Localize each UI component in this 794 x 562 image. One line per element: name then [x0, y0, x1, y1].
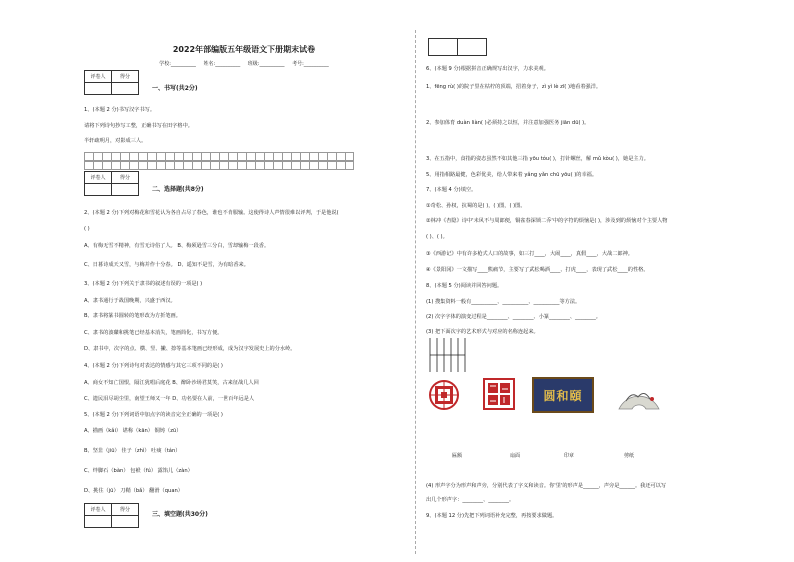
- option-line: B、隶书将篆书圆转的笔形改为方折笔画。: [84, 313, 181, 319]
- question-line: 出几个形声字：________、________。: [426, 497, 515, 503]
- option-line: C、遗民泪尽胡尘里，南望王师又一年 D、功名要在人前，一世百年远是人: [84, 396, 255, 402]
- question-line: 5、(本题 2 分)下列词语中加点字的读音完全正确的一项是( ): [84, 412, 223, 418]
- score-box-cell: [458, 39, 487, 56]
- score-box-marker: 评卷人: [85, 504, 112, 516]
- section-title: 一、书写(共2分): [152, 85, 198, 92]
- score-box-cell: [112, 184, 139, 196]
- name-field[interactable]: 姓名:__________: [203, 61, 241, 67]
- section-title: 三、填空题(共30分): [152, 511, 208, 518]
- seal-image: [482, 377, 516, 411]
- question-line: 5、用指相路最健，色彩优美，给人带来着 yǎng yǎn chū yōu( )的幸福。: [426, 172, 598, 178]
- option-line: A、隶书通行于战国晚期，兴盛于西汉。: [84, 298, 176, 304]
- score-box-cell: [85, 516, 112, 528]
- question-line: 1、fēng rù( )的院子里在枯柠的顶端，招着身子，zì yì lè zī( )地看着强洋。: [426, 84, 602, 90]
- question-line: (3) 把下面次字的艺术形式与对应的名称连起来。: [426, 329, 539, 335]
- option-line: B、坚韭（jiū） 佳子（zhì） 吐痰（tán）: [84, 448, 181, 454]
- question-line: 8、(本题 5 分)阅读并回答问题。: [426, 283, 503, 289]
- option-line: A、描画（kǎi） 堪称（kān） 铜铸（zū）: [84, 428, 182, 434]
- question-line: 4、(本题 2 分)下列诗句对表达的情感与其它三项不同的是( ): [84, 363, 223, 369]
- question-line: (2) 次字字体的演变过程是________、________、小篆________、________。: [426, 314, 601, 320]
- option-line: A、商女不知亡国恨，隔江犹唱后庭花 B、醉卧沙场君莫笑，古来征战几人回: [84, 380, 259, 386]
- question-line: 7、(本题 4 分)填空。: [426, 187, 477, 193]
- calligraphy-grid-image: [428, 338, 466, 372]
- fan-image: [616, 377, 662, 413]
- score-box-cell: [112, 83, 139, 95]
- option-line: C、日暮诗成天又雪，与梅并作十分春。 D、遥知不是雪，为有暗香来。: [84, 262, 249, 268]
- left-column: [84, 0, 404, 562]
- question-line: 半轩疏明月，对影成三人。: [84, 138, 147, 144]
- question-line: ①奇松、孙权，抗蜀的是( )，( )图，( )图。: [426, 203, 526, 209]
- plaque-text: 圆和頤: [543, 388, 583, 403]
- option-line: D、隶书中，次字的点、横、竖、撇、捺等基本笔画已经形成，成为汉字发展史上的分水岭。: [84, 346, 296, 352]
- caption-papercut: 剪纸: [624, 453, 635, 459]
- score-box: [428, 38, 487, 56]
- paper-cut-image: [428, 377, 460, 413]
- question-line: 3、在五指中，食指的姿态虽然不如其他三指 yōu tóu( )，打针螺丝，解 mǔ kòu( )，她是主力。: [426, 156, 649, 162]
- option-line: C、绊脚石（bàn） 包袱（fú） 露馅儿（zàn）: [84, 468, 193, 474]
- column-divider: [415, 30, 416, 554]
- score-box: [84, 70, 139, 95]
- option-line: D、挑住（jū） 刀鞘（bǎ） 翻滑（quan）: [84, 488, 183, 494]
- question-line: ( ): [84, 226, 90, 232]
- score-box-cell: [112, 516, 139, 528]
- class-field[interactable]: 班级:__________: [247, 61, 285, 67]
- writing-grid[interactable]: [84, 152, 354, 161]
- exam-no-field[interactable]: 考号:__________: [292, 61, 329, 67]
- question-line: 2、参加体育 duàn liàn( )必须持之以恒，并注意加强医务 jiān dū( )。: [426, 120, 590, 126]
- option-line: C、隶书的波磔和挑笔已经基本消失，笔画简化，书写方便。: [84, 330, 223, 336]
- caption-fan: 扇面: [510, 453, 521, 459]
- option-line: A、有梅无雪不精神，有雪无诗俗了人。 B、梅须逊雪三分白，雪却输梅一段香。: [84, 243, 270, 249]
- school-field[interactable]: 学校:__________: [159, 61, 196, 67]
- question-line: 2、(本题 2 分)下列对梅花和雪花认为各自占尽了春色，谁也不肯服输。这使得诗人声情很难以评判，于是他说(: [84, 210, 339, 216]
- question-line: ( )、( )。: [426, 234, 448, 240]
- caption-seal: 印章: [564, 453, 575, 459]
- right-column: [426, 0, 746, 562]
- question-line: (1) 搜集资料一般有__________、__________、__________等方法。: [426, 299, 581, 305]
- question-line: ②林冲《杏隐》诗中'未风不与周郎便，铜雀春深锁二乔'中的字符的烦恼是( )，涉及到的烦恼对个主要人物: [426, 218, 668, 224]
- caption-plaque: 匾额: [452, 453, 463, 459]
- score-box-cell: [429, 39, 458, 56]
- question-line: 1、(本题 2 分)书写汉字书写。: [84, 107, 156, 113]
- writing-grid[interactable]: [84, 161, 354, 170]
- question-line: 请将下列诗句抄写工整，正确书写在田字格中。: [84, 123, 193, 129]
- score-box-marker: 评卷人: [85, 71, 112, 83]
- score-box-cell: [85, 83, 112, 95]
- section-title: 二、选择题(共8分): [152, 186, 204, 193]
- question-line: ③《西游记》中有许多枪式人口的故事，如三打____，大闹____，真假____，大战二郎神。: [426, 251, 633, 257]
- question-line: 9、(本题 12 分)先把下列词语补充完整，再按要求做题。: [426, 513, 558, 519]
- score-box-score: 得分: [112, 71, 139, 83]
- question-line: 3、(本题 2 分)下列关于隶书的叙述有误的一项是( ): [84, 281, 203, 287]
- score-box-cell: [85, 184, 112, 196]
- student-info-fields: [84, 60, 404, 67]
- score-box-marker: 评卷人: [85, 172, 112, 184]
- score-box: [84, 503, 139, 528]
- score-box: [84, 171, 139, 196]
- score-box-score: 得分: [112, 172, 139, 184]
- score-box-score: 得分: [112, 504, 139, 516]
- question-line: 6、(本题 9 分)根据拼音正确规写出汉字，力求美观。: [426, 66, 549, 72]
- question-line: (4) 形声字分为形声和声旁，分别代表了字义和读音。你'里'的形声是______，声旁是______。我还可以写: [426, 483, 667, 489]
- page-title: 2022年部编版五年级语文下册期末试卷: [172, 45, 316, 54]
- question-line: ④《景阳冈》一文描写____熊痛节，主要写了武松喝酒____、打虎____，表现了武松____的性格。: [426, 267, 649, 273]
- plaque-image: [532, 377, 594, 413]
